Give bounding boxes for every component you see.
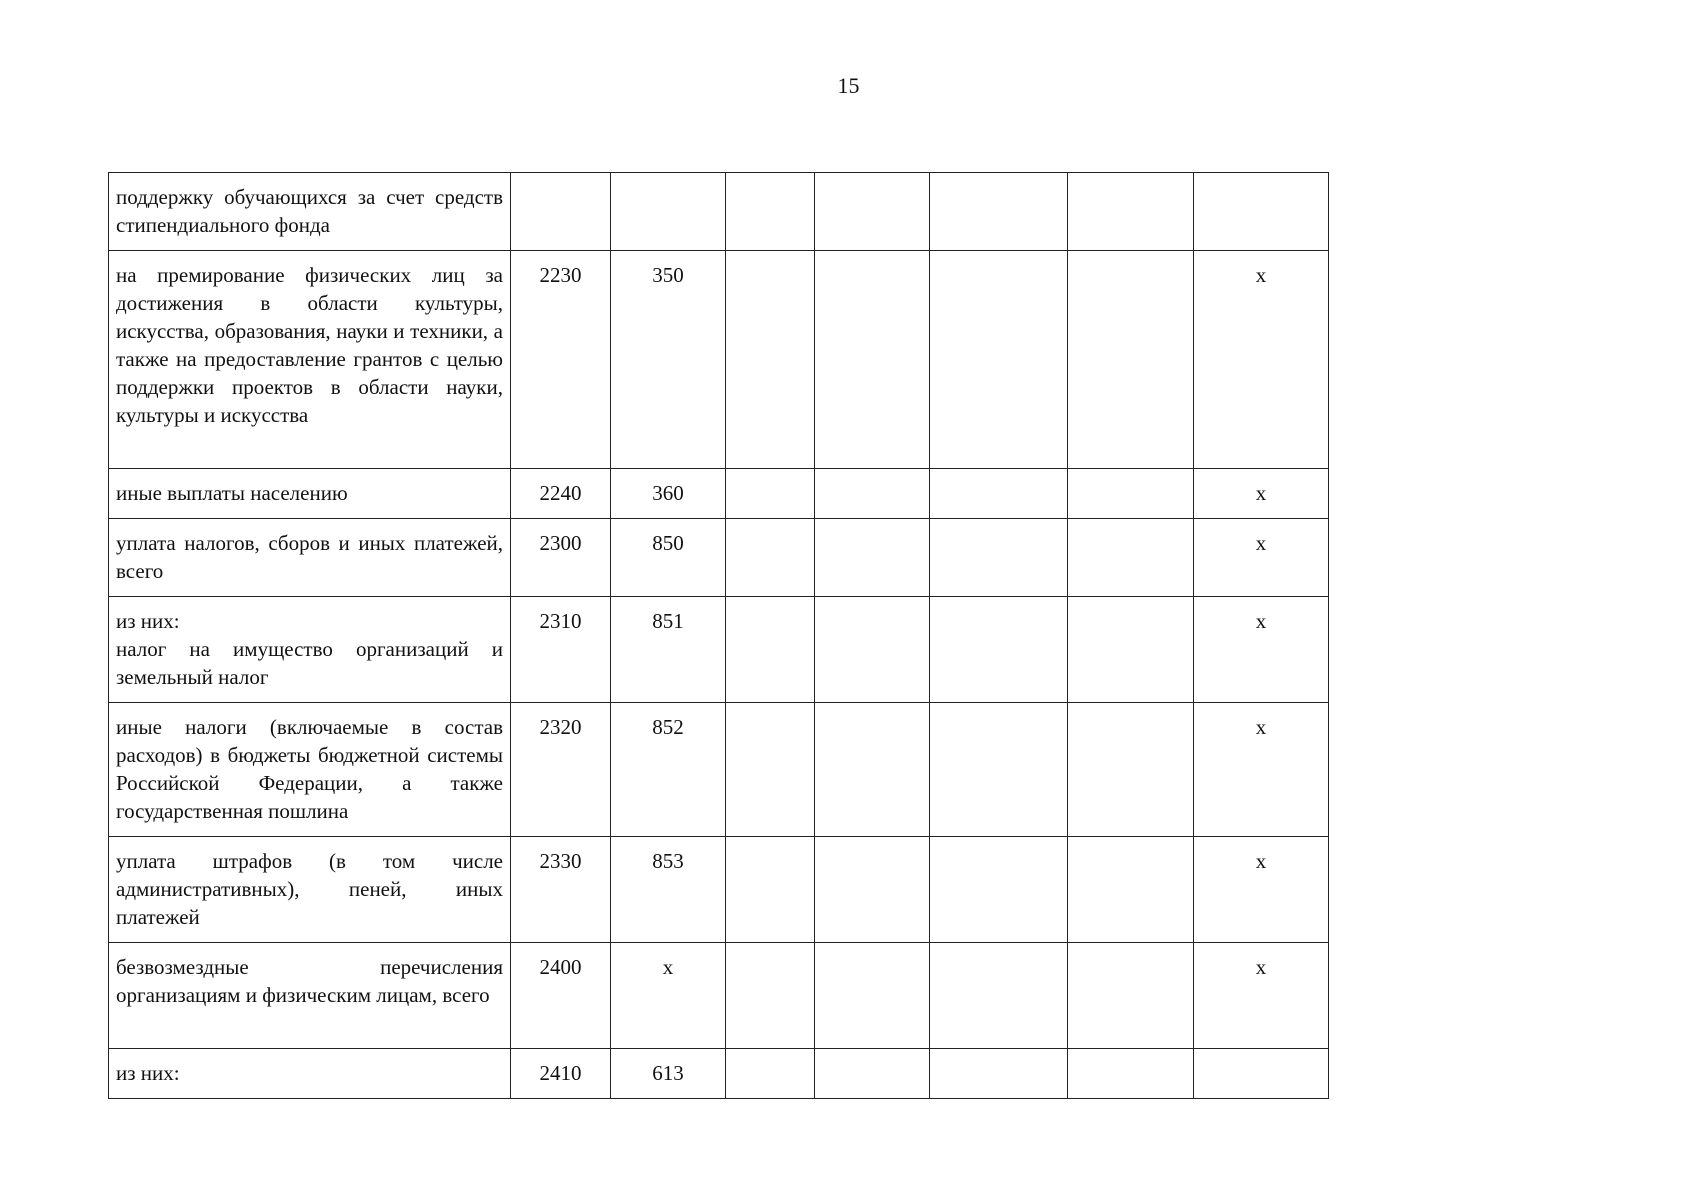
line-code-cell: 2240 <box>511 469 611 519</box>
value-cell-6 <box>1068 597 1194 703</box>
value-cell-6 <box>1068 251 1194 469</box>
kbk-cell: 852 <box>611 703 726 837</box>
row-description: уплата налогов, сборов и иных платежей, всего <box>109 519 511 597</box>
value-cell-3 <box>726 703 815 837</box>
value-cell-6 <box>1068 837 1194 943</box>
table-row <box>109 469 1329 519</box>
value-cell-4 <box>815 251 930 469</box>
value-cell-7: x <box>1194 597 1329 703</box>
row-description: из них: налог на имущество организаций и земельный налог <box>109 597 511 703</box>
value-cell-3 <box>726 943 815 1049</box>
value-cell-3 <box>726 1049 815 1099</box>
value-cell-5 <box>930 1049 1068 1099</box>
value-cell-4 <box>815 597 930 703</box>
value-cell-7: x <box>1194 469 1329 519</box>
row-description: иные выплаты населению <box>109 469 511 519</box>
table-row <box>109 943 1329 1049</box>
value-cell-3 <box>726 519 815 597</box>
value-cell-5 <box>930 469 1068 519</box>
value-cell-4 <box>815 703 930 837</box>
table-row <box>109 1049 1329 1099</box>
kbk-cell: 853 <box>611 837 726 943</box>
row-description: на премирование физических лиц за достижения в области культуры, искусства, образования, науки и техники, а также на предоставление грантов с целью поддержки проектов в области науки, культуры и искусства <box>109 251 511 469</box>
value-cell-5 <box>930 173 1068 251</box>
row-description: поддержку обучающихся за счет средств стипендиального фонда <box>109 173 511 251</box>
table-row <box>109 251 1329 469</box>
value-cell-3 <box>726 173 815 251</box>
kbk-cell <box>611 173 726 251</box>
value-cell-4 <box>815 837 930 943</box>
line-code-cell: 2310 <box>511 597 611 703</box>
value-cell-3 <box>726 251 815 469</box>
value-cell-7: x <box>1194 837 1329 943</box>
page-number: 15 <box>837 73 860 98</box>
value-cell-5 <box>930 597 1068 703</box>
value-cell-4 <box>815 943 930 1049</box>
value-cell-4 <box>815 519 930 597</box>
value-cell-7: x <box>1194 519 1329 597</box>
table-row <box>109 597 1329 703</box>
kbk-cell: 850 <box>611 519 726 597</box>
value-cell-5 <box>930 943 1068 1049</box>
value-cell-6 <box>1068 1049 1194 1099</box>
value-cell-6 <box>1068 703 1194 837</box>
value-cell-7 <box>1194 1049 1329 1099</box>
line-code-cell: 2300 <box>511 519 611 597</box>
value-cell-4 <box>815 173 930 251</box>
value-cell-7: x <box>1194 251 1329 469</box>
value-cell-3 <box>726 597 815 703</box>
line-code-cell: 2230 <box>511 251 611 469</box>
kbk-cell: 360 <box>611 469 726 519</box>
kbk-cell: 851 <box>611 597 726 703</box>
row-description: уплата штрафов (в том числе административных), пеней, иных платежей <box>109 837 511 943</box>
budget-table <box>108 172 1329 1099</box>
value-cell-5 <box>930 837 1068 943</box>
table-row <box>109 703 1329 837</box>
row-description: иные налоги (включаемые в состав расходов) в бюджеты бюджетной системы Российской Федерации, а также государственная пошлина <box>109 703 511 837</box>
value-cell-7: x <box>1194 703 1329 837</box>
line-code-cell: 2320 <box>511 703 611 837</box>
row-description: безвозмездные перечисления организациям и физическим лицам, всего <box>109 943 511 1049</box>
line-code-cell: 2330 <box>511 837 611 943</box>
table-row <box>109 519 1329 597</box>
value-cell-5 <box>930 251 1068 469</box>
kbk-cell: 350 <box>611 251 726 469</box>
value-cell-5 <box>930 519 1068 597</box>
kbk-cell: x <box>611 943 726 1049</box>
table-row <box>109 173 1329 251</box>
value-cell-4 <box>815 469 930 519</box>
value-cell-7 <box>1194 173 1329 251</box>
line-code-cell: 2410 <box>511 1049 611 1099</box>
value-cell-4 <box>815 1049 930 1099</box>
value-cell-3 <box>726 837 815 943</box>
row-description: из них: <box>109 1049 511 1099</box>
value-cell-6 <box>1068 519 1194 597</box>
value-cell-6 <box>1068 469 1194 519</box>
value-cell-5 <box>930 703 1068 837</box>
table-row <box>109 837 1329 943</box>
value-cell-7: x <box>1194 943 1329 1049</box>
line-code-cell: 2400 <box>511 943 611 1049</box>
value-cell-6 <box>1068 173 1194 251</box>
value-cell-3 <box>726 469 815 519</box>
value-cell-6 <box>1068 943 1194 1049</box>
kbk-cell: 613 <box>611 1049 726 1099</box>
line-code-cell <box>511 173 611 251</box>
